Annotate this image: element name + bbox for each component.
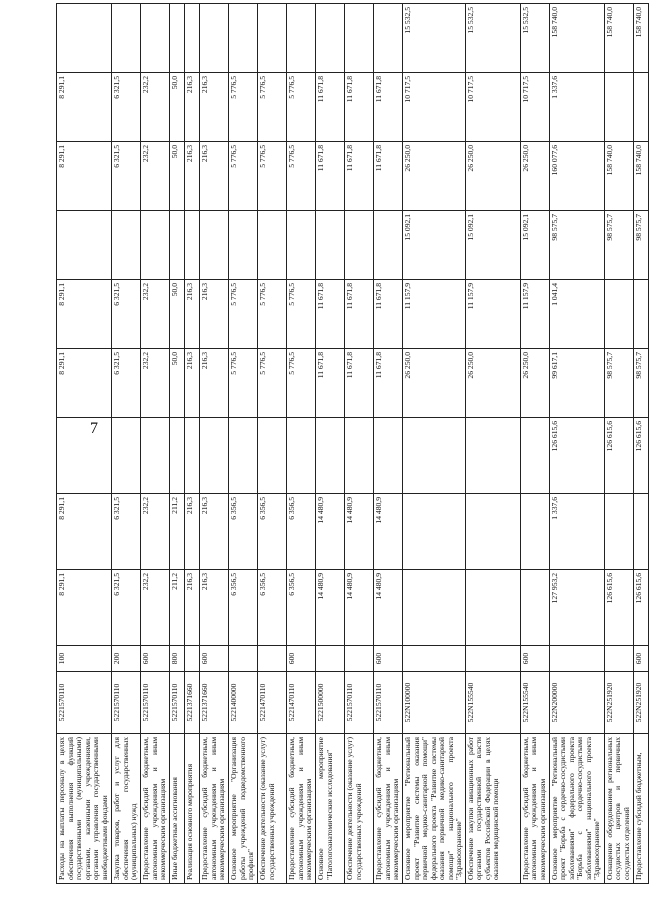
rotated-table-container [56,4,643,884]
cell-v7: 232,2 [141,142,170,211]
cell-v3 [229,418,258,494]
cell-v4: 26 250,0 [520,349,549,418]
cell-type [229,646,258,672]
cell-v2: 216,3 [200,494,229,570]
cell-v1 [520,570,549,646]
table-row [465,4,520,884]
cell-v5: 5 776,5 [229,280,258,349]
cell-v9: 158 740,0 [604,4,633,73]
cell-v4: 232,2 [141,349,170,418]
table-row [185,4,200,884]
cell-v5: 11 671,8 [374,280,403,349]
cell-code: 522N155540 [520,672,549,734]
table-row [345,4,374,884]
cell-v9: 158 740,0 [549,4,604,73]
cell-v8: 5 776,5 [287,73,316,142]
cell-type: 600 [287,646,316,672]
cell-v3: 126 615,6 [604,418,633,494]
cell-v1: 14 480,9 [345,570,374,646]
cell-v4: 5 776,5 [258,349,287,418]
cell-v4: 50,0 [170,349,185,418]
cell-v3 [465,418,520,494]
cell-v5: 216,3 [200,280,229,349]
cell-v2: 6 356,5 [287,494,316,570]
table-row [287,4,316,884]
cell-type [403,646,466,672]
cell-v2: 6 321,5 [112,494,141,570]
cell-type: 800 [170,646,185,672]
cell-name: Основное мероприятие "Региональный проект "Борьба с сердечно-сосудистыми заболеваниями" федерального проекта "Борьба с сердечно-сосудистыми заболеваниями" национального проекта "Здравоохранение" [549,734,604,884]
cell-v2: 216,3 [185,494,200,570]
table-row [374,4,403,884]
cell-v4: 11 671,8 [345,349,374,418]
cell-v7: 26 250,0 [520,142,549,211]
cell-v2: 8 291,1 [57,494,112,570]
cell-v3 [258,418,287,494]
cell-v3 [200,418,229,494]
cell-type [604,646,633,672]
cell-v9 [345,4,374,73]
cell-type: 100 [57,646,112,672]
cell-v6 [141,211,170,280]
cell-name: Закупка товаров, работ и услуг для обеспечения государственных (муниципальных) нужд [112,734,141,884]
cell-v2 [403,494,466,570]
cell-v8: 1 337,6 [549,73,604,142]
cell-v2: 6 356,5 [229,494,258,570]
table-row [57,4,112,884]
cell-type: 600 [520,646,549,672]
cell-v9 [141,4,170,73]
cell-v1 [403,570,466,646]
cell-v6 [374,211,403,280]
cell-v2: 14 480,9 [345,494,374,570]
cell-code: 5221371660 [185,672,200,734]
cell-v8: 10 717,5 [465,73,520,142]
cell-v5: 232,2 [141,280,170,349]
cell-v6: 98 575,7 [604,211,633,280]
cell-code: 5221570110 [57,672,112,734]
cell-code: 5221371660 [200,672,229,734]
cell-name: Обеспечение деятельности (оказание услуг) государственных учреждений [258,734,287,884]
cell-name: Предоставление субсидий бюджетным, автономным учреждениям и иным некоммерческим организациям [520,734,549,884]
cell-v7: 11 671,8 [345,142,374,211]
cell-v8: 10 717,5 [520,73,549,142]
cell-code: 522N251920 [633,672,648,734]
cell-v1: 6 356,5 [258,570,287,646]
cell-v5: 11 157,9 [465,280,520,349]
cell-v6 [112,211,141,280]
cell-v4: 216,3 [200,349,229,418]
cell-v5 [633,280,648,349]
cell-type [316,646,345,672]
cell-v2: 211,2 [170,494,185,570]
cell-v3 [316,418,345,494]
cell-v9 [374,4,403,73]
cell-v2: 6 356,5 [258,494,287,570]
cell-v1: 6 356,5 [229,570,258,646]
cell-name: Расходы на выплаты персоналу в целях обеспечения выполнения функций государственными (муниципальными) органами, казенными учреждениями, органами управления государственными внебюджетными фондами [57,734,112,884]
cell-v1: 14 480,9 [374,570,403,646]
table-row [316,4,345,884]
cell-v4: 11 671,8 [374,349,403,418]
cell-v8 [604,73,633,142]
cell-v6: 15 092,1 [465,211,520,280]
cell-v5: 11 157,9 [520,280,549,349]
cell-code: 5221470110 [258,672,287,734]
cell-v7: 8 291,1 [57,142,112,211]
cell-v1: 211,2 [170,570,185,646]
cell-v7: 5 776,5 [287,142,316,211]
cell-v2: 1 337,6 [549,494,604,570]
cell-code: 5221500000 [316,672,345,734]
cell-v1: 6 356,5 [287,570,316,646]
cell-type [549,646,604,672]
cell-v8: 11 671,8 [345,73,374,142]
table-row [604,4,633,884]
cell-name: Обеспечение закупки авиационных работ органами государственной власти субъектов Российской Федерации в целях оказания медицинской помощи [465,734,520,884]
cell-v1: 126 615,6 [604,570,633,646]
cell-code: 5221570110 [345,672,374,734]
cell-v2 [633,494,648,570]
table-row [229,4,258,884]
table-row [549,4,604,884]
cell-type [258,646,287,672]
cell-v4: 26 250,0 [465,349,520,418]
cell-v6 [185,211,200,280]
cell-code: 522N251920 [604,672,633,734]
cell-v8: 232,2 [141,73,170,142]
cell-v9 [200,4,229,73]
cell-v7: 5 776,5 [229,142,258,211]
cell-v1 [465,570,520,646]
cell-v9 [57,4,112,73]
cell-type [185,646,200,672]
cell-code: 5221470110 [287,672,316,734]
cell-v9: 15 532,5 [520,4,549,73]
cell-v9 [287,4,316,73]
cell-name: Предоставление субсидий бюджетным, автономным учреждениям и иным некоммерческим организациям [141,734,170,884]
cell-v7: 26 250,0 [465,142,520,211]
page-number: 7 [90,420,98,437]
cell-v1: 232,2 [141,570,170,646]
cell-name: Реализация основного мероприятия [185,734,200,884]
table-row [520,4,549,884]
cell-v7: 216,3 [185,142,200,211]
cell-v2: 14 480,9 [316,494,345,570]
cell-type: 600 [141,646,170,672]
cell-v8: 10 717,5 [403,73,466,142]
cell-type: 200 [112,646,141,672]
cell-name: Основное мероприятие "Организация работы учреждений подведомственного профиля" [229,734,258,884]
cell-v5: 11 157,9 [403,280,466,349]
cell-v2: 232,2 [141,494,170,570]
cell-v8: 50,0 [170,73,185,142]
cell-v3 [112,418,141,494]
cell-v7: 11 671,8 [316,142,345,211]
cell-v7: 158 740,0 [604,142,633,211]
cell-v4: 98 575,7 [633,349,648,418]
cell-v6: 15 092,1 [403,211,466,280]
cell-v4: 99 617,1 [549,349,604,418]
cell-name: Предоставление субсидий бюджетным, [633,734,648,884]
cell-v1: 8 291,1 [57,570,112,646]
cell-v6 [229,211,258,280]
cell-v7: 5 776,5 [258,142,287,211]
cell-v4: 216,3 [185,349,200,418]
cell-v3 [403,418,466,494]
cell-code: 522N155540 [465,672,520,734]
cell-v3: 126 615,6 [549,418,604,494]
cell-v3 [374,418,403,494]
cell-v7: 50,0 [170,142,185,211]
cell-v2 [604,494,633,570]
cell-v5: 5 776,5 [258,280,287,349]
cell-v8: 8 291,1 [57,73,112,142]
cell-v1: 14 480,9 [316,570,345,646]
cell-v5: 11 671,8 [345,280,374,349]
cell-type: 600 [633,646,648,672]
cell-code: 5221570110 [170,672,185,734]
cell-v6 [200,211,229,280]
cell-v4: 6 321,5 [112,349,141,418]
cell-v6: 98 575,7 [633,211,648,280]
cell-type: 600 [374,646,403,672]
cell-v2: 14 480,9 [374,494,403,570]
table-row [170,4,185,884]
cell-v2 [465,494,520,570]
cell-v8: 216,3 [200,73,229,142]
cell-v4: 5 776,5 [229,349,258,418]
cell-name: Предоставление субсидий бюджетным, автономным учреждениям и иным некоммерческим организациям [374,734,403,884]
cell-v1: 6 321,5 [112,570,141,646]
cell-v5: 1 041,4 [549,280,604,349]
cell-v6 [170,211,185,280]
cell-v1: 216,3 [185,570,200,646]
cell-v3 [345,418,374,494]
cell-v2 [520,494,549,570]
cell-name: Обеспечение деятельности (оказание услуг) государственных учреждений [345,734,374,884]
cell-v8: 11 671,8 [316,73,345,142]
cell-code: 522N100000 [403,672,466,734]
cell-v8 [633,73,648,142]
cell-v9 [229,4,258,73]
cell-v8: 216,3 [185,73,200,142]
cell-v8: 5 776,5 [258,73,287,142]
cell-code: 5221400000 [229,672,258,734]
cell-v5: 50,0 [170,280,185,349]
cell-v6 [57,211,112,280]
cell-v3: 126 615,6 [633,418,648,494]
cell-name: Предоставление субсидий бюджетным, автономным учреждениям и иным некоммерческим организациям [200,734,229,884]
cell-code: 5221570110 [374,672,403,734]
budget-table [56,3,649,884]
table-row [141,4,170,884]
cell-v4: 11 671,8 [316,349,345,418]
cell-v3 [141,418,170,494]
cell-v6 [345,211,374,280]
cell-v9 [258,4,287,73]
cell-v1: 127 953,2 [549,570,604,646]
cell-name: Основное мероприятие "Патологоанатомические исследования" [316,734,345,884]
cell-v3 [170,418,185,494]
cell-v9 [185,4,200,73]
cell-v9: 158 740,0 [633,4,648,73]
cell-v7: 216,3 [200,142,229,211]
table-row [200,4,229,884]
table-row [112,4,141,884]
cell-v9: 15 532,5 [403,4,466,73]
cell-v5: 11 671,8 [316,280,345,349]
cell-v7: 160 077,6 [549,142,604,211]
cell-v6 [316,211,345,280]
cell-v1: 216,3 [200,570,229,646]
cell-v8: 6 321,5 [112,73,141,142]
cell-v5: 6 321,5 [112,280,141,349]
cell-v7: 6 321,5 [112,142,141,211]
cell-name: Основное мероприятие "Региональный проект "Развитие системы оказания первичной медико-санитарной помощи" федерального проекта "Развитие системы оказания первичной медико-санитарной помощи" национального проекта "Здравоохранение" [403,734,466,884]
cell-v3 [185,418,200,494]
cell-v3 [287,418,316,494]
cell-v6 [287,211,316,280]
cell-v9 [170,4,185,73]
cell-v7: 158 740,0 [633,142,648,211]
cell-name: Иные бюджетные ассигнования [170,734,185,884]
cell-code: 522N200000 [549,672,604,734]
cell-code: 5221570110 [112,672,141,734]
cell-code: 5221570110 [141,672,170,734]
cell-v4: 98 575,7 [604,349,633,418]
cell-type [345,646,374,672]
cell-v5: 8 291,1 [57,280,112,349]
cell-name: Предоставление субсидий бюджетным, автономным учреждениям и иным некоммерческим организациям [287,734,316,884]
table-row [403,4,466,884]
cell-v4: 8 291,1 [57,349,112,418]
cell-v7: 11 671,8 [374,142,403,211]
cell-v8: 11 671,8 [374,73,403,142]
cell-v5: 216,3 [185,280,200,349]
cell-v4: 26 250,0 [403,349,466,418]
table-row [258,4,287,884]
cell-v9 [112,4,141,73]
cell-v3 [520,418,549,494]
cell-v6 [258,211,287,280]
cell-v5: 5 776,5 [287,280,316,349]
cell-v5 [604,280,633,349]
cell-v9: 15 532,5 [465,4,520,73]
cell-v7: 26 250,0 [403,142,466,211]
cell-v3 [57,418,112,494]
cell-v1: 126 615,6 [633,570,648,646]
cell-v9 [316,4,345,73]
cell-name: Оснащение оборудованием региональных сосудистых центров и первичных сосудистых отделений [604,734,633,884]
cell-type: 600 [200,646,229,672]
table-row [633,4,648,884]
cell-v6: 98 575,7 [549,211,604,280]
cell-type [465,646,520,672]
cell-v6: 15 092,1 [520,211,549,280]
cell-v4: 5 776,5 [287,349,316,418]
cell-v8: 5 776,5 [229,73,258,142]
